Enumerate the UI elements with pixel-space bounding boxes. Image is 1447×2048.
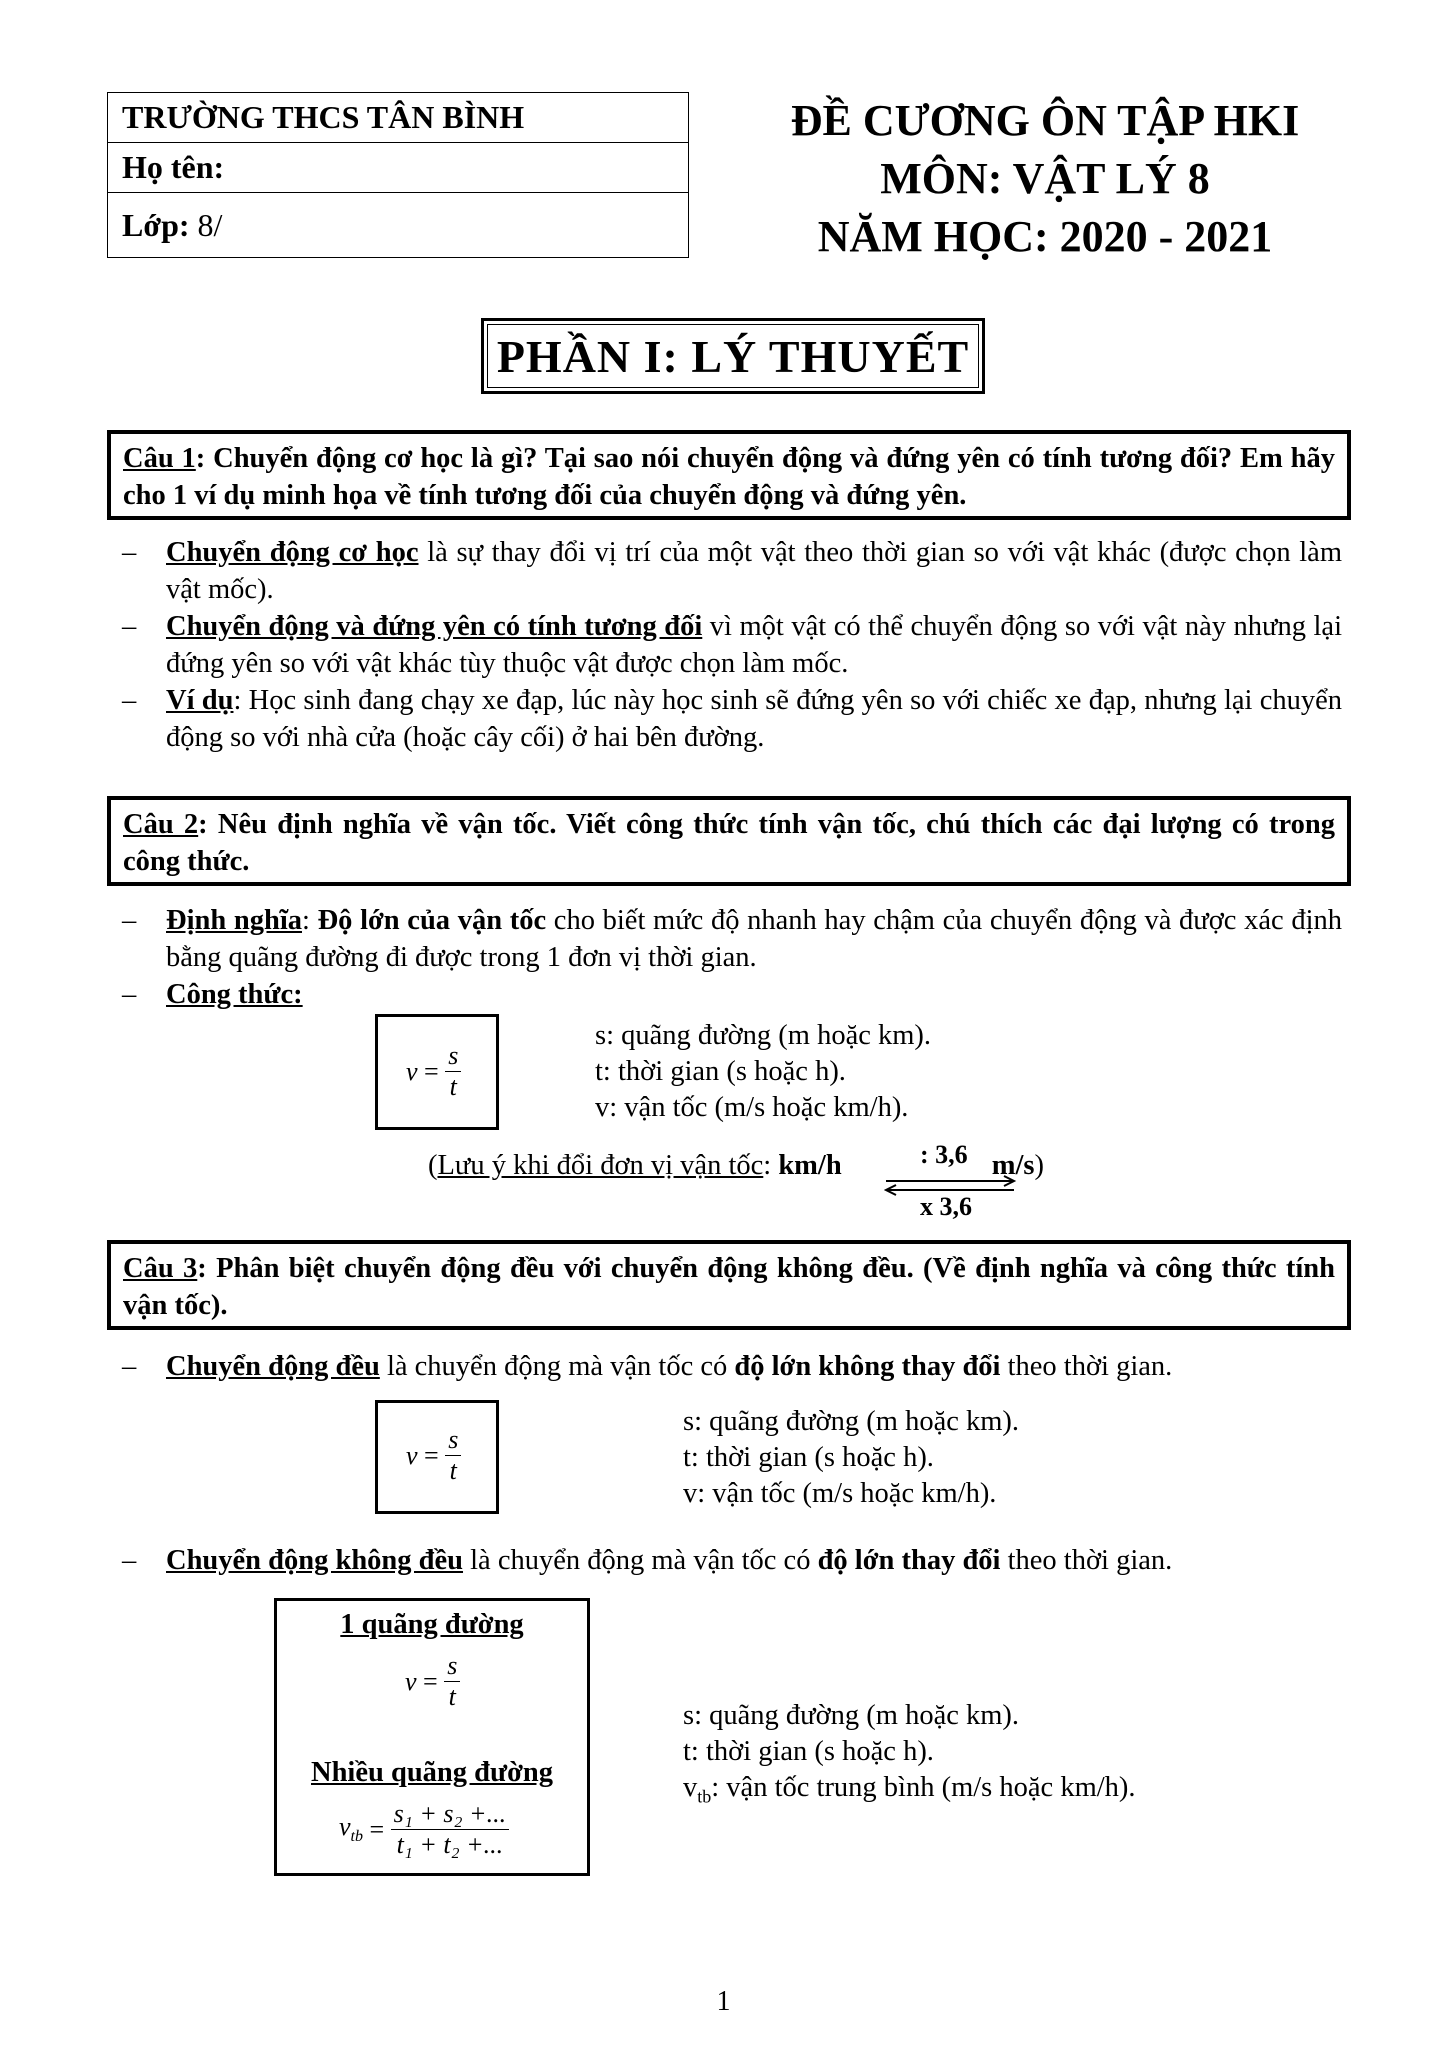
legend-s: s: quãng đường (m hoặc km). (683, 1406, 1020, 1437)
legend-s: s: quãng đường (m hoặc km). (595, 1020, 932, 1051)
velocity-formula-box (375, 1014, 499, 1130)
formula-eq: = (417, 1056, 446, 1086)
formula-vtb: v (339, 1812, 351, 1842)
q3-uneven-text-1: là chuyển động mà vận tốc có (463, 1545, 818, 1576)
q3-uneven-legend (683, 1698, 1136, 1815)
formula-num-s: s (444, 1651, 460, 1682)
formula-den-t: t (449, 1072, 457, 1101)
question-1-box (107, 430, 1351, 520)
part-heading: PHẦN I: LÝ THUYẾT (487, 324, 979, 388)
formula-v: v (406, 1440, 418, 1470)
title-line-1: ĐỀ CƯƠNG ÔN TẬP HKI (790, 96, 1300, 145)
formula-eq: = (363, 1814, 391, 1844)
q3-even-text-2: theo thời gian. (1000, 1351, 1173, 1382)
part-heading-box (481, 318, 985, 394)
q1-bullet-3-text: : Học sinh đang chạy xe đạp, lúc này học sinh sẽ đứng yên so với chiếc xe đạp, nhưng lại chuyển động so với nhà cửa (hoặc cây cối) ở hai bên đường. (166, 685, 1342, 753)
dash-marker: – (122, 1545, 137, 1576)
q3-even-term: Chuyển động đều (166, 1351, 380, 1382)
q1-bullet-1-text: là sự thay đổi vị trí của một vật theo thời gian so với vật khác (được chọn làm vật mốc). (166, 537, 1342, 605)
formula-tb-sub: tb (350, 1828, 363, 1846)
title-line-2: MÔN: VẬT LÝ 8 (880, 154, 1210, 203)
school-name-text: TRƯỜNG THCS TÂN BÌNH (122, 99, 525, 135)
average-velocity-formula-box (274, 1598, 590, 1876)
q1-bullet-2 (122, 608, 1342, 682)
q1-bullet-1 (122, 534, 1342, 608)
question-2-box (107, 796, 1351, 886)
legend-vtb-sub: tb (697, 1786, 712, 1807)
q3-even-text-1: là chuyển động mà vận tốc có (379, 1351, 735, 1382)
dash-marker: – (122, 1351, 137, 1382)
box-title-multi: Nhiều quãng đường (311, 1757, 553, 1788)
q3-uneven-term: Chuyển động không đều (166, 1545, 464, 1576)
q2-definition (122, 902, 1342, 976)
formula-den-t: t (449, 1456, 457, 1485)
question-1-text: : Chuyển động cơ học là gì? Tại sao nói chuyển động và đứng yên có tính tương đối? Em hãy cho 1 ví dụ minh họa về tính tương đối của chuyển động và đứng yên. (123, 443, 1335, 511)
formula-v: v (405, 1666, 417, 1696)
note-open: ( (428, 1150, 438, 1181)
legend-vtb-text: : vận tốc trung bình (m/s hoặc km/h). (711, 1772, 1136, 1803)
even-velocity-formula-box (375, 1400, 499, 1514)
question-3-text: : Phân biệt chuyển động đều với chuyển động không đều. (Về định nghĩa và công thức tính vận tốc). (123, 1253, 1335, 1321)
legend-vtb (683, 1770, 1136, 1815)
dash-marker: – (122, 611, 137, 642)
q1-bullet-2-term: Chuyển động và đứng yên có tính tương đối (166, 611, 703, 642)
q3-uneven-bold: độ lớn thay đổi (817, 1545, 1001, 1576)
question-3-label: Câu 3 (123, 1253, 198, 1284)
class-label: Lớp: (122, 206, 190, 243)
formula-eq: = (417, 1440, 446, 1470)
unit-from: km/h (778, 1150, 842, 1181)
q3-even-motion (122, 1348, 1342, 1385)
legend-vtb-symbol: v (683, 1772, 698, 1803)
q2-definition-colon: : (302, 905, 318, 936)
legend-v: v: vận tốc (m/s hoặc km/h). (595, 1092, 909, 1123)
even-velocity-formula (406, 1425, 461, 1486)
page-number: 1 (716, 1986, 731, 2017)
formula-den-t: t (448, 1682, 456, 1711)
unit-to: m/s (991, 1150, 1035, 1181)
class-field (108, 193, 688, 257)
class-value: 8/ (189, 206, 223, 243)
dash-marker: – (122, 905, 137, 936)
document-title (720, 92, 1370, 266)
dash-marker: – (122, 685, 137, 716)
name-field (108, 143, 688, 193)
q2-definition-text: cho biết mức độ nhanh hay chậm của chuyển động và được xác định bằng quãng đường đi được trong 1 đơn vị thời gian. (166, 905, 1343, 973)
legend-t: t: thời gian (s hoặc h). (683, 1736, 934, 1767)
arrow-bottom-label: x 3,6 (920, 1192, 972, 1221)
school-name (108, 93, 688, 143)
q2-legend (595, 1018, 931, 1126)
formula-num-s: s (445, 1041, 461, 1072)
question-2-text: : Nêu định nghĩa về vận tốc. Viết công thức tính vận tốc, chú thích các đại lượng có trong công thức. (123, 809, 1335, 877)
question-3-box (107, 1240, 1351, 1330)
student-info-box (107, 92, 689, 258)
formula-num-s: s (445, 1425, 461, 1456)
q3-uneven-motion (122, 1542, 1342, 1579)
legend-t: t: thời gian (s hoặc h). (683, 1442, 934, 1473)
arrow-top-label: : 3,6 (920, 1140, 968, 1169)
multi-path-formula (339, 1799, 509, 1860)
formula-num-multi: s₁ + s₂ +... (391, 1799, 509, 1830)
q1-bullet-2-text: vì một vật có thể chuyển động so với vật này nhưng lại đứng yên so với vật khác tùy thuộc vật được chọn làm mốc. (166, 611, 1342, 679)
formula-den-multi: t₁ + t₂ +... (396, 1830, 504, 1859)
q1-bullet-3 (122, 682, 1342, 756)
note-colon: : (763, 1150, 779, 1181)
q1-bullet-1-term: Chuyển động cơ học (166, 537, 419, 568)
q2-definition-bold: Độ lớn của vận tốc (317, 905, 547, 936)
note-label: Lưu ý khi đổi đơn vị vận tốc (437, 1150, 764, 1181)
formula-eq: = (416, 1666, 445, 1696)
q1-bullet-3-term: Ví dụ (166, 685, 234, 716)
q2-formula-heading (122, 976, 1342, 1013)
title-line-3: NĂM HỌC: 2020 - 2021 (817, 212, 1273, 261)
name-label: Họ tên: (122, 149, 225, 185)
velocity-formula (406, 1041, 461, 1102)
formula-v: v (406, 1056, 418, 1086)
note-close: ) (1034, 1150, 1044, 1181)
question-2-label: Câu 2 (123, 809, 199, 840)
question-1-label: Câu 1 (123, 443, 196, 474)
box-title-single: 1 quãng đường (340, 1609, 524, 1640)
q3-even-legend (683, 1404, 1019, 1512)
legend-v: v: vận tốc (m/s hoặc km/h). (683, 1478, 997, 1509)
q2-formula-term: Công thức: (166, 979, 303, 1010)
legend-s: s: quãng đường (m hoặc km). (683, 1700, 1020, 1731)
single-path-formula (405, 1651, 460, 1712)
dash-marker: – (122, 979, 137, 1010)
q3-uneven-text-2: theo thời gian. (1000, 1545, 1173, 1576)
q2-definition-term: Định nghĩa (166, 905, 302, 936)
legend-t: t: thời gian (s hoặc h). (595, 1056, 846, 1087)
dash-marker: – (122, 537, 137, 568)
q3-even-bold: độ lớn không thay đổi (734, 1351, 1001, 1382)
